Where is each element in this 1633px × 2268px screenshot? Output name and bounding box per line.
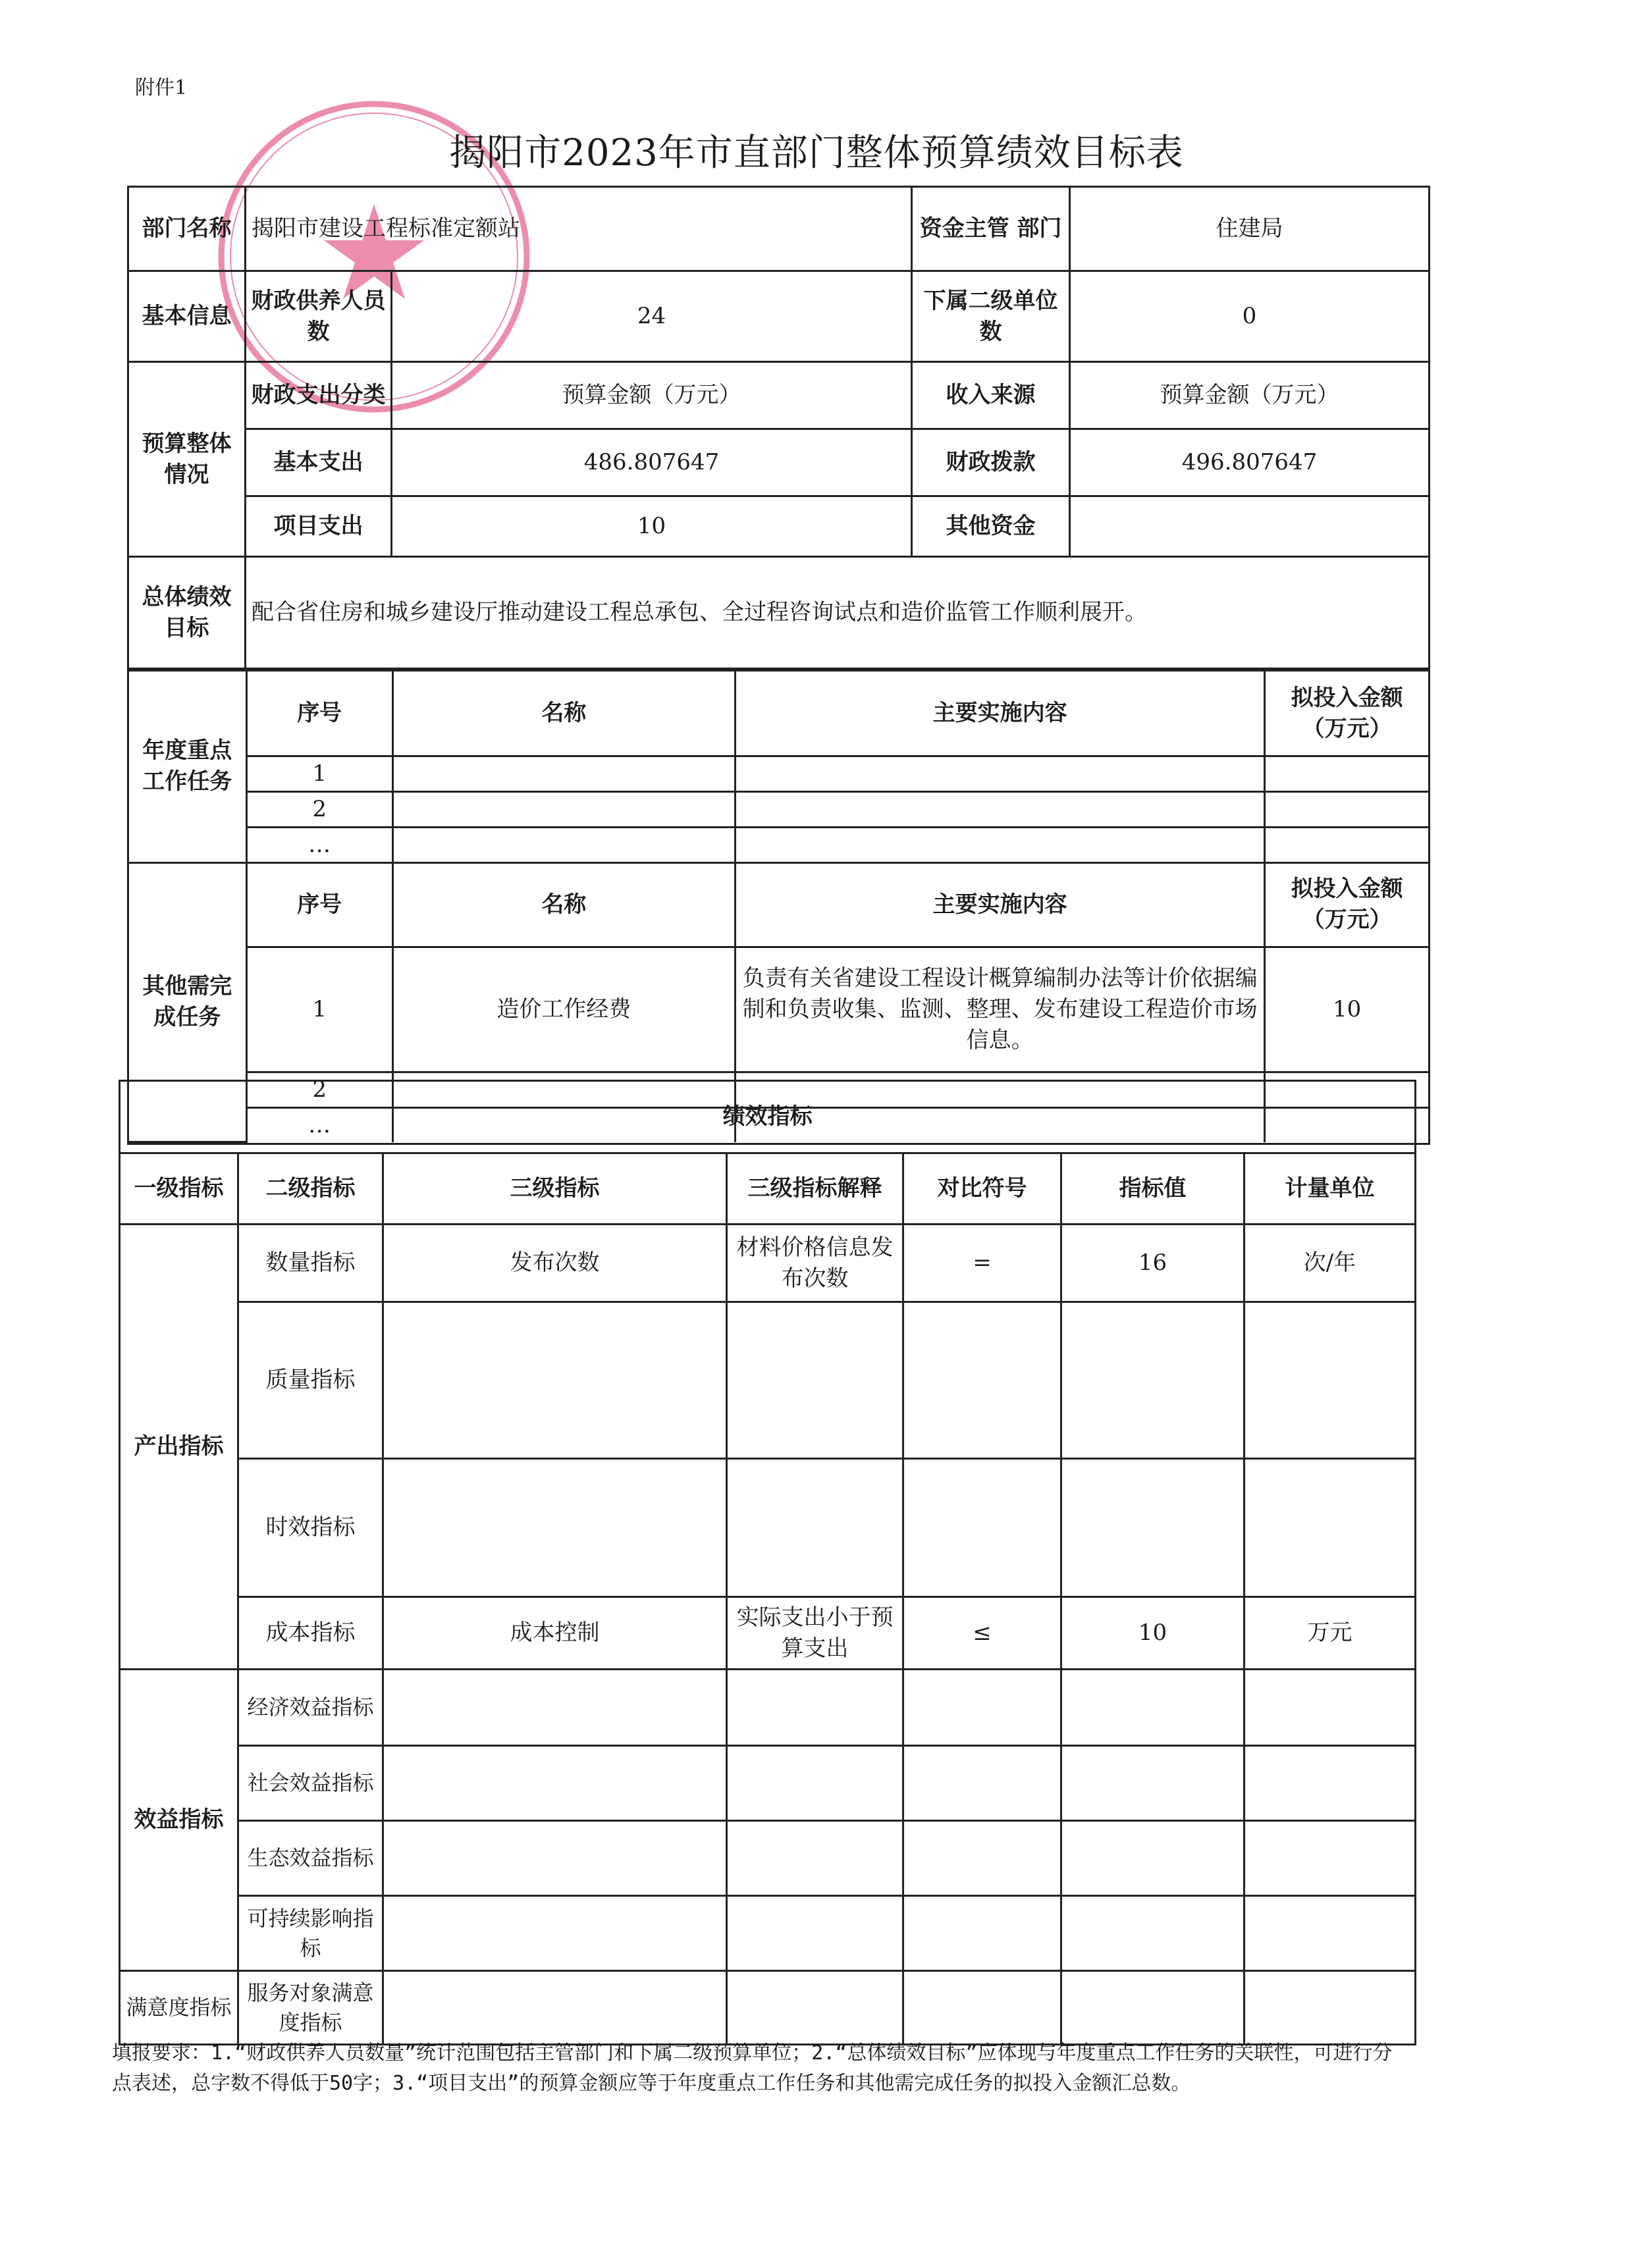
other-row-no: 2: [246, 1072, 392, 1107]
perf-l3: [383, 1746, 727, 1821]
attachment-label: 附件1: [135, 76, 188, 99]
perf-l2: 可持续影响指标: [238, 1896, 383, 1971]
budget-amount-header-2: 预算金额（万元）: [1070, 362, 1430, 429]
sub-units-label: 下属二级单位数: [912, 271, 1070, 362]
table-row: [120, 1302, 1416, 1459]
perf-explain: 材料价格信息发布次数: [727, 1225, 903, 1302]
perf-unit: [1245, 1971, 1416, 2045]
supervisor-value: 住建局: [1070, 187, 1430, 271]
table-row: [120, 1597, 1416, 1670]
income-source-header: 收入来源: [912, 362, 1070, 429]
annual-row-amount: [1265, 756, 1428, 792]
perf-value: [1061, 1459, 1245, 1597]
annual-tasks-label: 年度重点工作任务: [129, 671, 246, 863]
overall-goal-text: 配合省住房和城乡建设厅推动建设工程总承包、全过程咨询试点和造价监管工作顺利展开。: [246, 557, 1430, 669]
perf-value: [1061, 1971, 1245, 2045]
output-indicator-label: 产出指标: [120, 1225, 238, 1670]
page-title: 揭阳市2023年市直部门整体预算绩效目标表: [449, 132, 1184, 174]
perf-l2: 成本指标: [238, 1597, 383, 1670]
perf-l2: 数量指标: [238, 1225, 383, 1302]
perf-l3: [383, 1971, 727, 2045]
other-row-amount: 10: [1265, 947, 1428, 1072]
annual-row-no: 2: [246, 791, 392, 827]
other-row-name: 造价工作经费: [392, 947, 735, 1072]
perf-explain: [727, 1746, 903, 1821]
perf-symbol: [903, 1746, 1061, 1821]
perf-unit: [1245, 1746, 1416, 1821]
table-row: [129, 827, 1428, 862]
perf-header-unit: 计量单位: [1245, 1153, 1416, 1225]
table-row: [120, 1459, 1416, 1597]
table-row: [120, 1670, 1416, 1746]
perf-l2: 时效指标: [238, 1459, 383, 1597]
other-tasks-label: 其他需完成任务: [129, 862, 246, 1142]
annual-header-no: 序号: [246, 671, 392, 756]
fill-instructions: 填报要求：1.“财政供养人员数量”统计范围包括主管部门和下属二级预算单位；2.“总体绩效目标”应体现与年度重点工作任务的关联性，可进行分点表述，总字数不得低于50字；3.“项目支出”的预算金额应等于年度重点工作任务和其他需完成任务的拟投入金额汇总数。: [112, 2042, 1393, 2095]
perf-symbol: [903, 1971, 1061, 2045]
annual-row-content: [735, 756, 1264, 792]
project-expense-label: 项目支出: [246, 496, 392, 557]
perf-symbol: ≤: [903, 1597, 1061, 1670]
sub-units-value: 0: [1070, 271, 1430, 362]
other-row-no: 1: [246, 947, 392, 1072]
annual-row-name: [392, 756, 735, 792]
staff-count-value: 24: [392, 271, 912, 362]
other-header-no: 序号: [246, 862, 392, 947]
perf-l3: 发布次数: [383, 1225, 727, 1302]
table-row: [120, 1746, 1416, 1821]
supervisor-label: 资金主管 部门: [912, 187, 1070, 271]
table-row: [129, 947, 1428, 1072]
satisfaction-indicator-label: 满意度指标: [120, 1971, 238, 2045]
table-row: [120, 1896, 1416, 1971]
dept-name-value: 揭阳市建设工程标准定额站: [246, 187, 912, 271]
budget-info-table: [127, 186, 1430, 1145]
perf-unit: 万元: [1245, 1597, 1416, 1670]
budget-overall-label: 预算整体情况: [128, 362, 246, 557]
annual-header-content: 主要实施内容: [735, 671, 1264, 756]
perf-unit: [1245, 1302, 1416, 1459]
perf-l2: 社会效益指标: [238, 1746, 383, 1821]
perf-value: [1061, 1302, 1245, 1459]
perf-value: [1061, 1670, 1245, 1746]
perf-value: 10: [1061, 1597, 1245, 1670]
table-row: [120, 1821, 1416, 1896]
perf-unit: [1245, 1896, 1416, 1971]
annual-row-no: …: [246, 827, 392, 862]
annual-header-name: 名称: [392, 671, 735, 756]
annual-row-name: [392, 791, 735, 827]
perf-value: 16: [1061, 1225, 1245, 1302]
perf-header-explain: 三级指标解释: [727, 1153, 903, 1225]
perf-header-value: 指标值: [1061, 1153, 1245, 1225]
perf-symbol: [903, 1670, 1061, 1746]
perf-l3: [383, 1670, 727, 1746]
expense-category-header: 财政支出分类: [246, 362, 392, 429]
overall-goal-label: 总体绩效目标: [128, 557, 246, 669]
budget-amount-header: 预算金额（万元）: [392, 362, 912, 429]
perf-l2: 生态效益指标: [238, 1821, 383, 1896]
perf-explain: [727, 1971, 903, 2045]
perf-value: [1061, 1746, 1245, 1821]
performance-table: [119, 1080, 1416, 2045]
perf-value: [1061, 1896, 1245, 1971]
perf-unit: 次/年: [1245, 1225, 1416, 1302]
benefit-indicator-label: 效益指标: [120, 1670, 238, 1971]
annual-row-amount: [1265, 827, 1428, 862]
perf-header-symbol: 对比符号: [903, 1153, 1061, 1225]
perf-explain: [727, 1670, 903, 1746]
other-header-name: 名称: [392, 862, 735, 947]
perf-unit: [1245, 1459, 1416, 1597]
dept-name-label: 部门名称: [128, 187, 246, 271]
annual-row-content: [735, 791, 1264, 827]
table-row: [129, 756, 1428, 792]
other-header-content: 主要实施内容: [735, 862, 1264, 947]
perf-symbol: [903, 1896, 1061, 1971]
perf-symbol: [903, 1821, 1061, 1896]
other-header-amount: 拟投入金额（万元）: [1265, 862, 1428, 947]
perf-explain: [727, 1821, 903, 1896]
perf-value: [1061, 1821, 1245, 1896]
perf-l3: [383, 1459, 727, 1597]
annual-tasks-table: [129, 670, 1428, 1143]
annual-row-amount: [1265, 791, 1428, 827]
finance-allocation-label: 财政拨款: [912, 429, 1070, 496]
perf-symbol: [903, 1459, 1061, 1597]
perf-explain: [727, 1896, 903, 1971]
perf-section-title: 绩效指标: [120, 1081, 1416, 1153]
other-funds-value: [1070, 496, 1430, 557]
annual-row-content: [735, 827, 1264, 862]
perf-l3: 成本控制: [383, 1597, 727, 1670]
project-expense-value: 10: [392, 496, 912, 557]
other-row-content: 负责有关省建设工程设计概算编制办法等计价依据编制和负责收集、监测、整理、发布建设工程造价市场信息。: [735, 947, 1264, 1072]
other-row-no: …: [246, 1107, 392, 1142]
perf-explain: [727, 1302, 903, 1459]
perf-l2: 服务对象满意度指标: [238, 1971, 383, 2045]
perf-header-l2: 二级指标: [238, 1153, 383, 1225]
annual-header-amount: 拟投入金额（万元）: [1265, 671, 1428, 756]
perf-l3: [383, 1821, 727, 1896]
perf-header-l3: 三级指标: [383, 1153, 727, 1225]
perf-symbol: =: [903, 1225, 1061, 1302]
perf-unit: [1245, 1670, 1416, 1746]
perf-explain: 实际支出小于预算支出: [727, 1597, 903, 1670]
perf-unit: [1245, 1821, 1416, 1896]
perf-l2: 经济效益指标: [238, 1670, 383, 1746]
annual-row-no: 1: [246, 756, 392, 792]
table-row: [120, 1971, 1416, 2045]
perf-header-l1: 一级指标: [120, 1153, 238, 1225]
perf-l3: [383, 1302, 727, 1459]
basic-info-label: 基本信息: [128, 271, 246, 362]
perf-explain: [727, 1459, 903, 1597]
table-row: [120, 1225, 1416, 1302]
table-row: [129, 791, 1428, 827]
finance-allocation-value: 496.807647: [1070, 429, 1430, 496]
other-funds-label: 其他资金: [912, 496, 1070, 557]
annual-row-name: [392, 827, 735, 862]
perf-symbol: [903, 1302, 1061, 1459]
basic-expense-value: 486.807647: [392, 429, 912, 496]
perf-l2: 质量指标: [238, 1302, 383, 1459]
staff-count-label: 财政供养人员数: [246, 271, 392, 362]
basic-expense-label: 基本支出: [246, 429, 392, 496]
perf-l3: [383, 1896, 727, 1971]
